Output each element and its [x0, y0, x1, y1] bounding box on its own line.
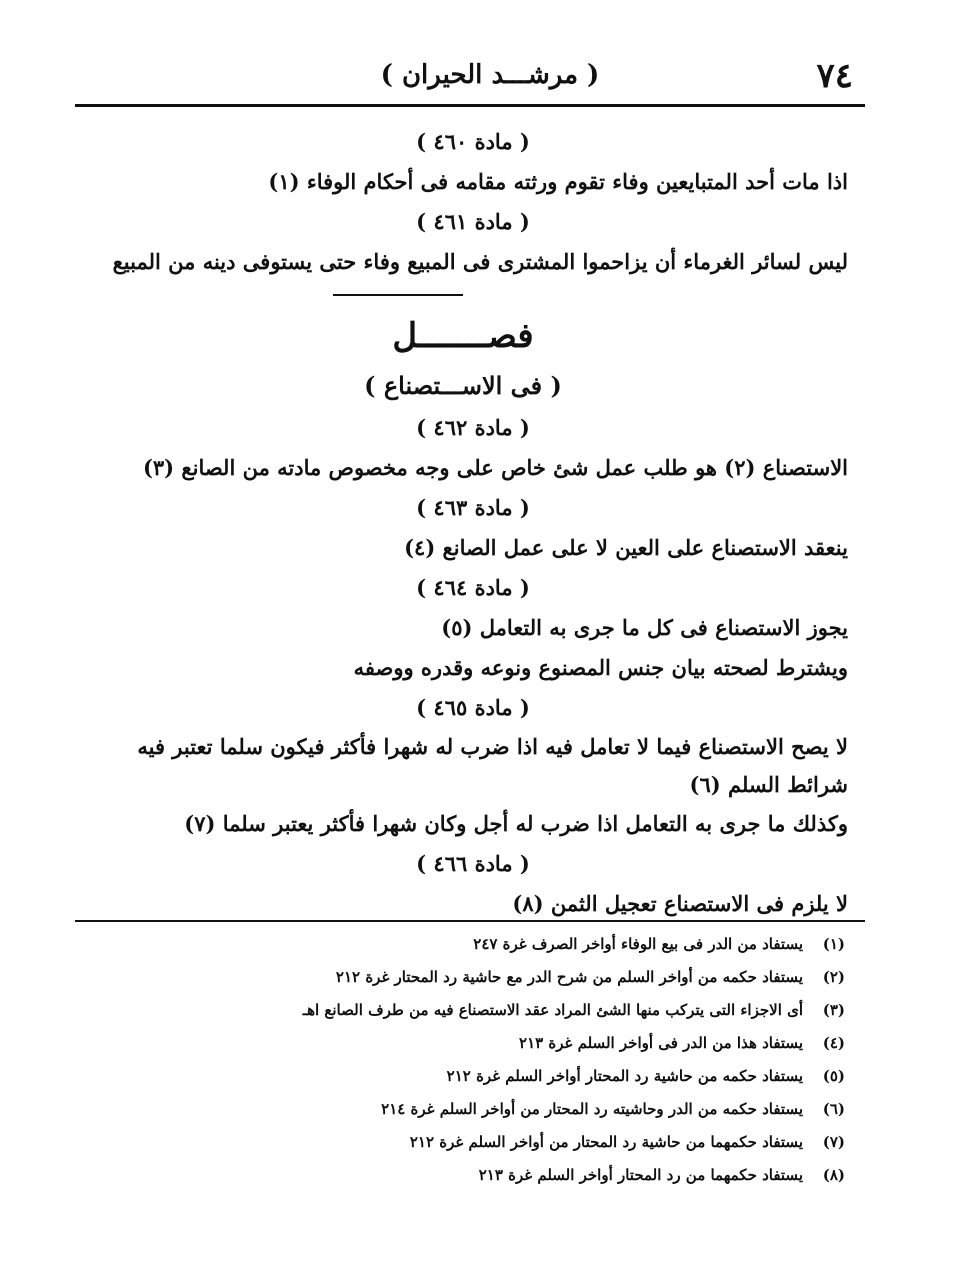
footnote-number: (٢) — [822, 968, 845, 986]
article-heading-466: ( مادة ٤٦٦ ) — [416, 851, 530, 876]
footnote-text: يستفاد حكمهما من حاشية رد المحتار من أواخر السلم غرة ٢١٢ — [409, 1133, 803, 1151]
section-divider — [333, 294, 463, 296]
footnote-6 — [125, 1093, 845, 1126]
footnote-number: (٦) — [822, 1100, 845, 1118]
footnote-4 — [125, 1027, 845, 1060]
article-text-464-b: ويشترط لصحته بيان جنس المصنوع ونوعه وقدره ووصفه — [353, 655, 848, 680]
footnote-text: يستفاد حكمه من أواخر السلم من شرح الدر مع حاشية رد المحتار غرة ٢١٢ — [335, 968, 803, 986]
footnote-rule — [75, 920, 865, 922]
footnote-text: يستفاد من الدر فى بيع الوفاء أواخر الصرف غرة ٢٤٧ — [473, 935, 803, 953]
footnote-5 — [125, 1060, 845, 1093]
footnote-number: (١) — [822, 935, 845, 953]
footnote-8 — [125, 1159, 845, 1192]
footnote-3 — [125, 994, 845, 1027]
header-rule — [75, 104, 865, 107]
article-heading-465: ( مادة ٤٦٥ ) — [416, 695, 530, 720]
article-text-463: ينعقد الاستصناع على العين لا على عمل الصانع (٤) — [404, 535, 848, 560]
footnote-text: يستفاد حكمه من حاشية رد المحتار أواخر السلم غرة ٢١٢ — [446, 1067, 803, 1085]
footnote-number: (٥) — [822, 1067, 845, 1085]
footnote-number: (٨) — [822, 1166, 845, 1184]
footnotes — [125, 928, 845, 1192]
footnote-text: يستفاد حكمهما من رد المحتار أواخر السلم غرة ٢١٣ — [478, 1166, 803, 1184]
article-heading-462: ( مادة ٤٦٢ ) — [416, 415, 530, 440]
article-text-460: اذا مات أحد المتبايعين وفاء تقوم ورثته مقامه فى أحكام الوفاء (١) — [268, 169, 848, 194]
footnote-text: يستفاد حكمه من الدر وحاشيته رد المحتار من أواخر السلم غرة ٢١٤ — [381, 1100, 803, 1118]
article-heading-460: ( مادة ٤٦٠ ) — [416, 129, 530, 154]
running-title: ( مرشـــد الحيران ) — [380, 60, 600, 90]
article-text-464-a: يجوز الاستصناع فى كل ما جرى به التعامل (٥) — [441, 615, 848, 640]
article-heading-464: ( مادة ٤٦٤ ) — [416, 575, 530, 600]
article-text-465-a: لا يصح الاستصناع فيما لا تعامل فيه اذا ضرب له شهرا فأكثر فيكون سلما تعتبر فيه شرائط السلم (٦) — [137, 734, 848, 797]
page-content — [78, 122, 848, 924]
article-text-462: الاستصناع (٢) هو طلب عمل شئ خاص على وجه مخصوص مادته من الصانع (٣) — [142, 455, 848, 480]
article-text-461: ليس لسائر الغرماء أن يزاحموا المشترى فى المبيع وفاء حتى يستوفى دينه من المبيع — [112, 249, 848, 274]
footnote-number: (٣) — [822, 1001, 845, 1019]
section-title: فصـــــــل — [392, 316, 534, 356]
section-subtitle: ( فى الاســـتصناع ) — [364, 371, 562, 400]
footnote-text: أى الاجزاء التى يتركب منها الشئ المراد عقد الاستصناع فيه من طرف الصانع اهـ — [302, 1001, 803, 1019]
article-heading-463: ( مادة ٤٦٣ ) — [416, 495, 530, 520]
footnote-7 — [125, 1126, 845, 1159]
footnote-2 — [125, 961, 845, 994]
footnote-number: (٧) — [822, 1133, 845, 1151]
article-heading-461: ( مادة ٤٦١ ) — [416, 209, 530, 234]
article-text-465-b: وكذلك ما جرى به التعامل اذا ضرب له أجل وكان شهرا فأكثر يعتبر سلما (٧) — [184, 811, 848, 836]
footnote-number: (٤) — [822, 1034, 845, 1052]
page-header — [75, 52, 865, 102]
footnote-1 — [125, 928, 845, 961]
footnote-text: يستفاد هذا من الدر فى أواخر السلم غرة ٢١٣ — [519, 1034, 803, 1052]
page-number: ٧٤ — [816, 56, 853, 96]
article-text-466: لا يلزم فى الاستصناع تعجيل الثمن (٨) — [512, 891, 848, 916]
